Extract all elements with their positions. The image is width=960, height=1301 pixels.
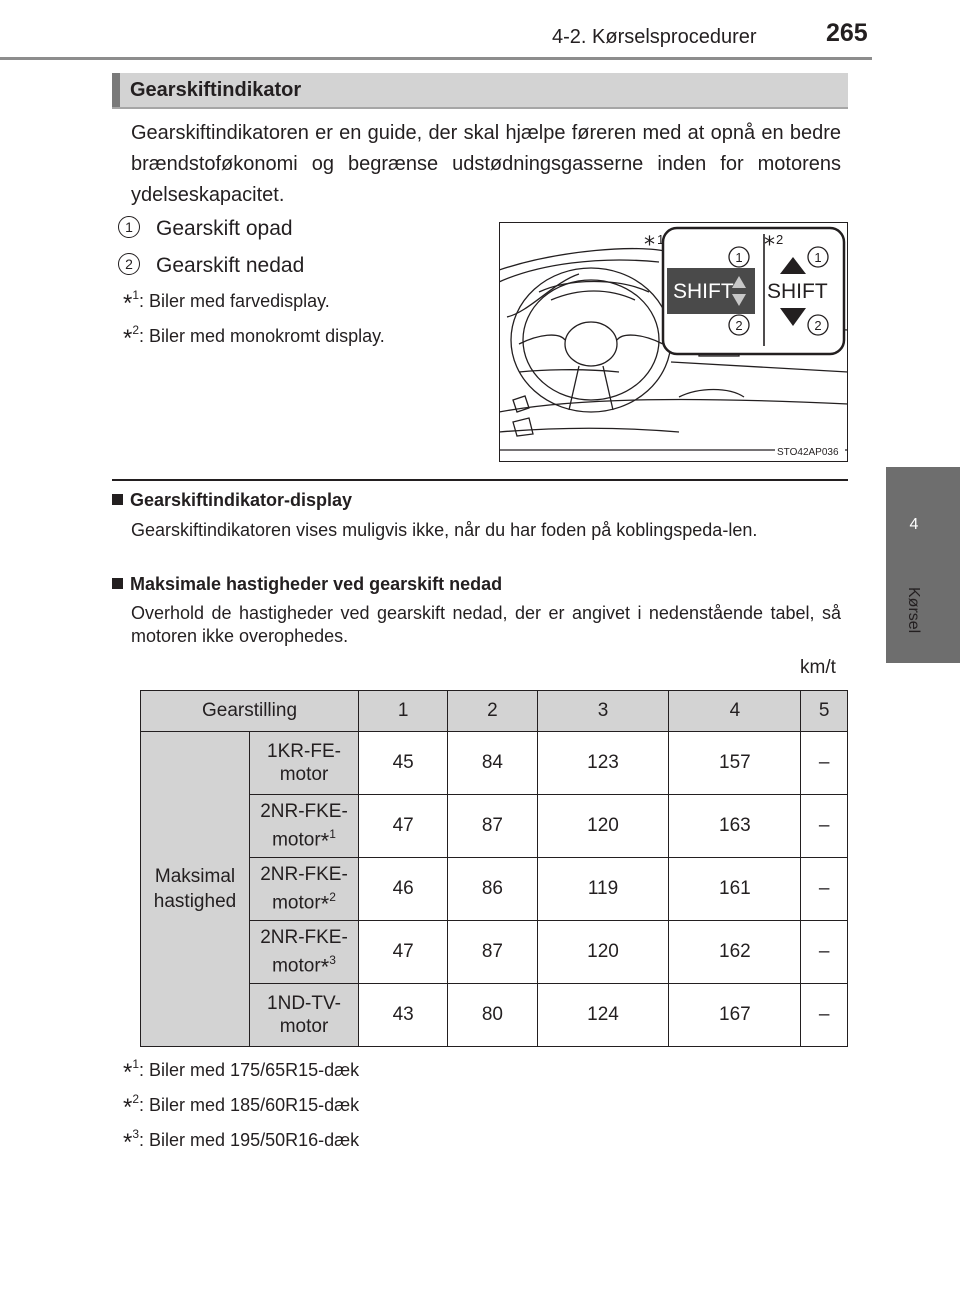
table-cell: 120	[537, 795, 669, 858]
chapter-number: 4	[909, 516, 919, 533]
subsection-text-max-speed: Overhold de hastigheder ved gearskift nedad, der er angivet i nedenstående tabel, så motoren ikke overophedes.	[131, 603, 841, 646]
dashboard-illustration	[499, 222, 848, 462]
footnote-mono-display: *$^2$: Biler med monokromt display.	[123, 323, 385, 352]
table-cell: 43	[359, 984, 448, 1047]
header-section-title: 4-2. Kørselsprocedurer	[552, 26, 757, 48]
table-cell: 47	[359, 921, 448, 984]
asterisk-icon: *	[320, 891, 330, 917]
figure-code: STO42AP036	[777, 447, 839, 458]
subsection-text-display: Gearskiftindikatoren vises muligvis ikke, når du har foden på koblingspeda-len.	[131, 520, 758, 540]
table-cell: 47	[359, 795, 448, 858]
table-header-row	[141, 691, 848, 732]
asterisk-icon: *	[123, 290, 133, 317]
table-cell: 119	[537, 858, 669, 921]
max-speed-table	[140, 690, 848, 1047]
shift-label-mono: SHIFT	[767, 280, 828, 303]
table-cell: 86	[448, 858, 537, 921]
svg-text:1: 1	[657, 232, 665, 247]
chapter-side-tab	[886, 467, 960, 663]
section-title-bar	[112, 73, 848, 109]
section-title: Gearskiftindikator	[130, 79, 302, 101]
table-cell: 161	[669, 858, 801, 921]
asterisk-icon: *	[320, 954, 330, 980]
table-row	[141, 732, 848, 795]
asterisk-icon: *	[123, 1094, 133, 1121]
table-cell: 87	[448, 795, 537, 858]
chapter-label: Kørsel	[905, 587, 922, 634]
engine-cell: 1ND-TV- motor	[250, 984, 359, 1047]
footnote-color-display: *$^1$: Biler med farvedisplay.	[123, 288, 330, 317]
engine-cell: 2NR-FKE- motor*$^1$	[250, 795, 359, 858]
table-cell: 124	[537, 984, 669, 1047]
footnote-tire-2: *$^2$: Biler med 185/60R15-dæk	[123, 1092, 360, 1121]
section-bar-accent	[112, 73, 120, 107]
table-cell: 157	[669, 732, 801, 795]
svg-text:2: 2	[814, 318, 822, 333]
table-cell: 87	[448, 921, 537, 984]
engine-cell: 2NR-FKE- motor*$^2$	[250, 858, 359, 921]
table-header-cell: 2	[448, 691, 537, 732]
svg-text:1: 1	[735, 250, 743, 265]
subsection-heading-display: Gearskiftindikator-display	[112, 490, 352, 511]
shift-label-color: SHIFT	[673, 280, 734, 303]
bullet-square-icon	[112, 494, 123, 505]
number-circle-icon: 2	[118, 253, 140, 275]
page-number: 265	[826, 19, 868, 47]
table-header-cell: 3	[537, 691, 669, 732]
engine-cell: 2NR-FKE- motor*$^3$	[250, 921, 359, 984]
unit-label: km/t	[800, 657, 836, 678]
table-header-cell: 4	[669, 691, 801, 732]
legend-item-downshift	[118, 253, 304, 278]
table-cell: 46	[359, 858, 448, 921]
table-header-cell: 5	[801, 691, 848, 732]
number-circle-icon: 1	[118, 216, 140, 238]
callout-asterisk-1-icon: *	[644, 233, 655, 258]
asterisk-icon: *	[123, 325, 133, 352]
table-cell: 167	[669, 984, 801, 1047]
table-cell: –	[801, 795, 848, 858]
table-cell: –	[801, 858, 848, 921]
engine-cell: 1KR-FE- motor	[250, 732, 359, 795]
intro-paragraph: Gearskiftindikatoren er en guide, der skal hjælpe føreren med at opnå en bedre brændstoføkonomi og begrænse udstødningsgasserne inden for motorens ydelseskapacitet.	[131, 122, 841, 206]
asterisk-icon: *	[320, 828, 330, 854]
legend-item-upshift	[118, 216, 293, 241]
footnote-tire-3: *$^3$: Biler med 195/50R16-dæk	[123, 1127, 360, 1156]
table-header-cell: Gearstilling	[141, 691, 359, 732]
legend-label: Gearskift opad	[156, 217, 293, 240]
table-header-cell: 1	[359, 691, 448, 732]
table-cell: 162	[669, 921, 801, 984]
table-cell: –	[801, 732, 848, 795]
table-cell: 120	[537, 921, 669, 984]
asterisk-icon: *	[123, 1129, 133, 1156]
svg-text:2: 2	[735, 318, 743, 333]
legend-label: Gearskift nedad	[156, 254, 305, 277]
table-cell: –	[801, 921, 848, 984]
svg-text:2: 2	[776, 232, 784, 247]
footnote-tire-1: *$^1$: Biler med 175/65R15-dæk	[123, 1057, 360, 1086]
table-cell: 123	[537, 732, 669, 795]
table-cell: 80	[448, 984, 537, 1047]
asterisk-icon: *	[123, 1059, 133, 1086]
table-cell: 45	[359, 732, 448, 795]
table-cell: 84	[448, 732, 537, 795]
callout-asterisk-2-icon: *	[764, 233, 775, 258]
bullet-square-icon	[112, 578, 123, 589]
section-divider	[112, 479, 848, 481]
svg-text:1: 1	[814, 250, 822, 265]
row-group-label: Maksimal hastighed	[141, 732, 250, 1047]
subsection-heading-max-speed: Maksimale hastigheder ved gearskift nedad	[112, 574, 502, 595]
header-rule	[0, 57, 872, 60]
table-cell: –	[801, 984, 848, 1047]
table-cell: 163	[669, 795, 801, 858]
